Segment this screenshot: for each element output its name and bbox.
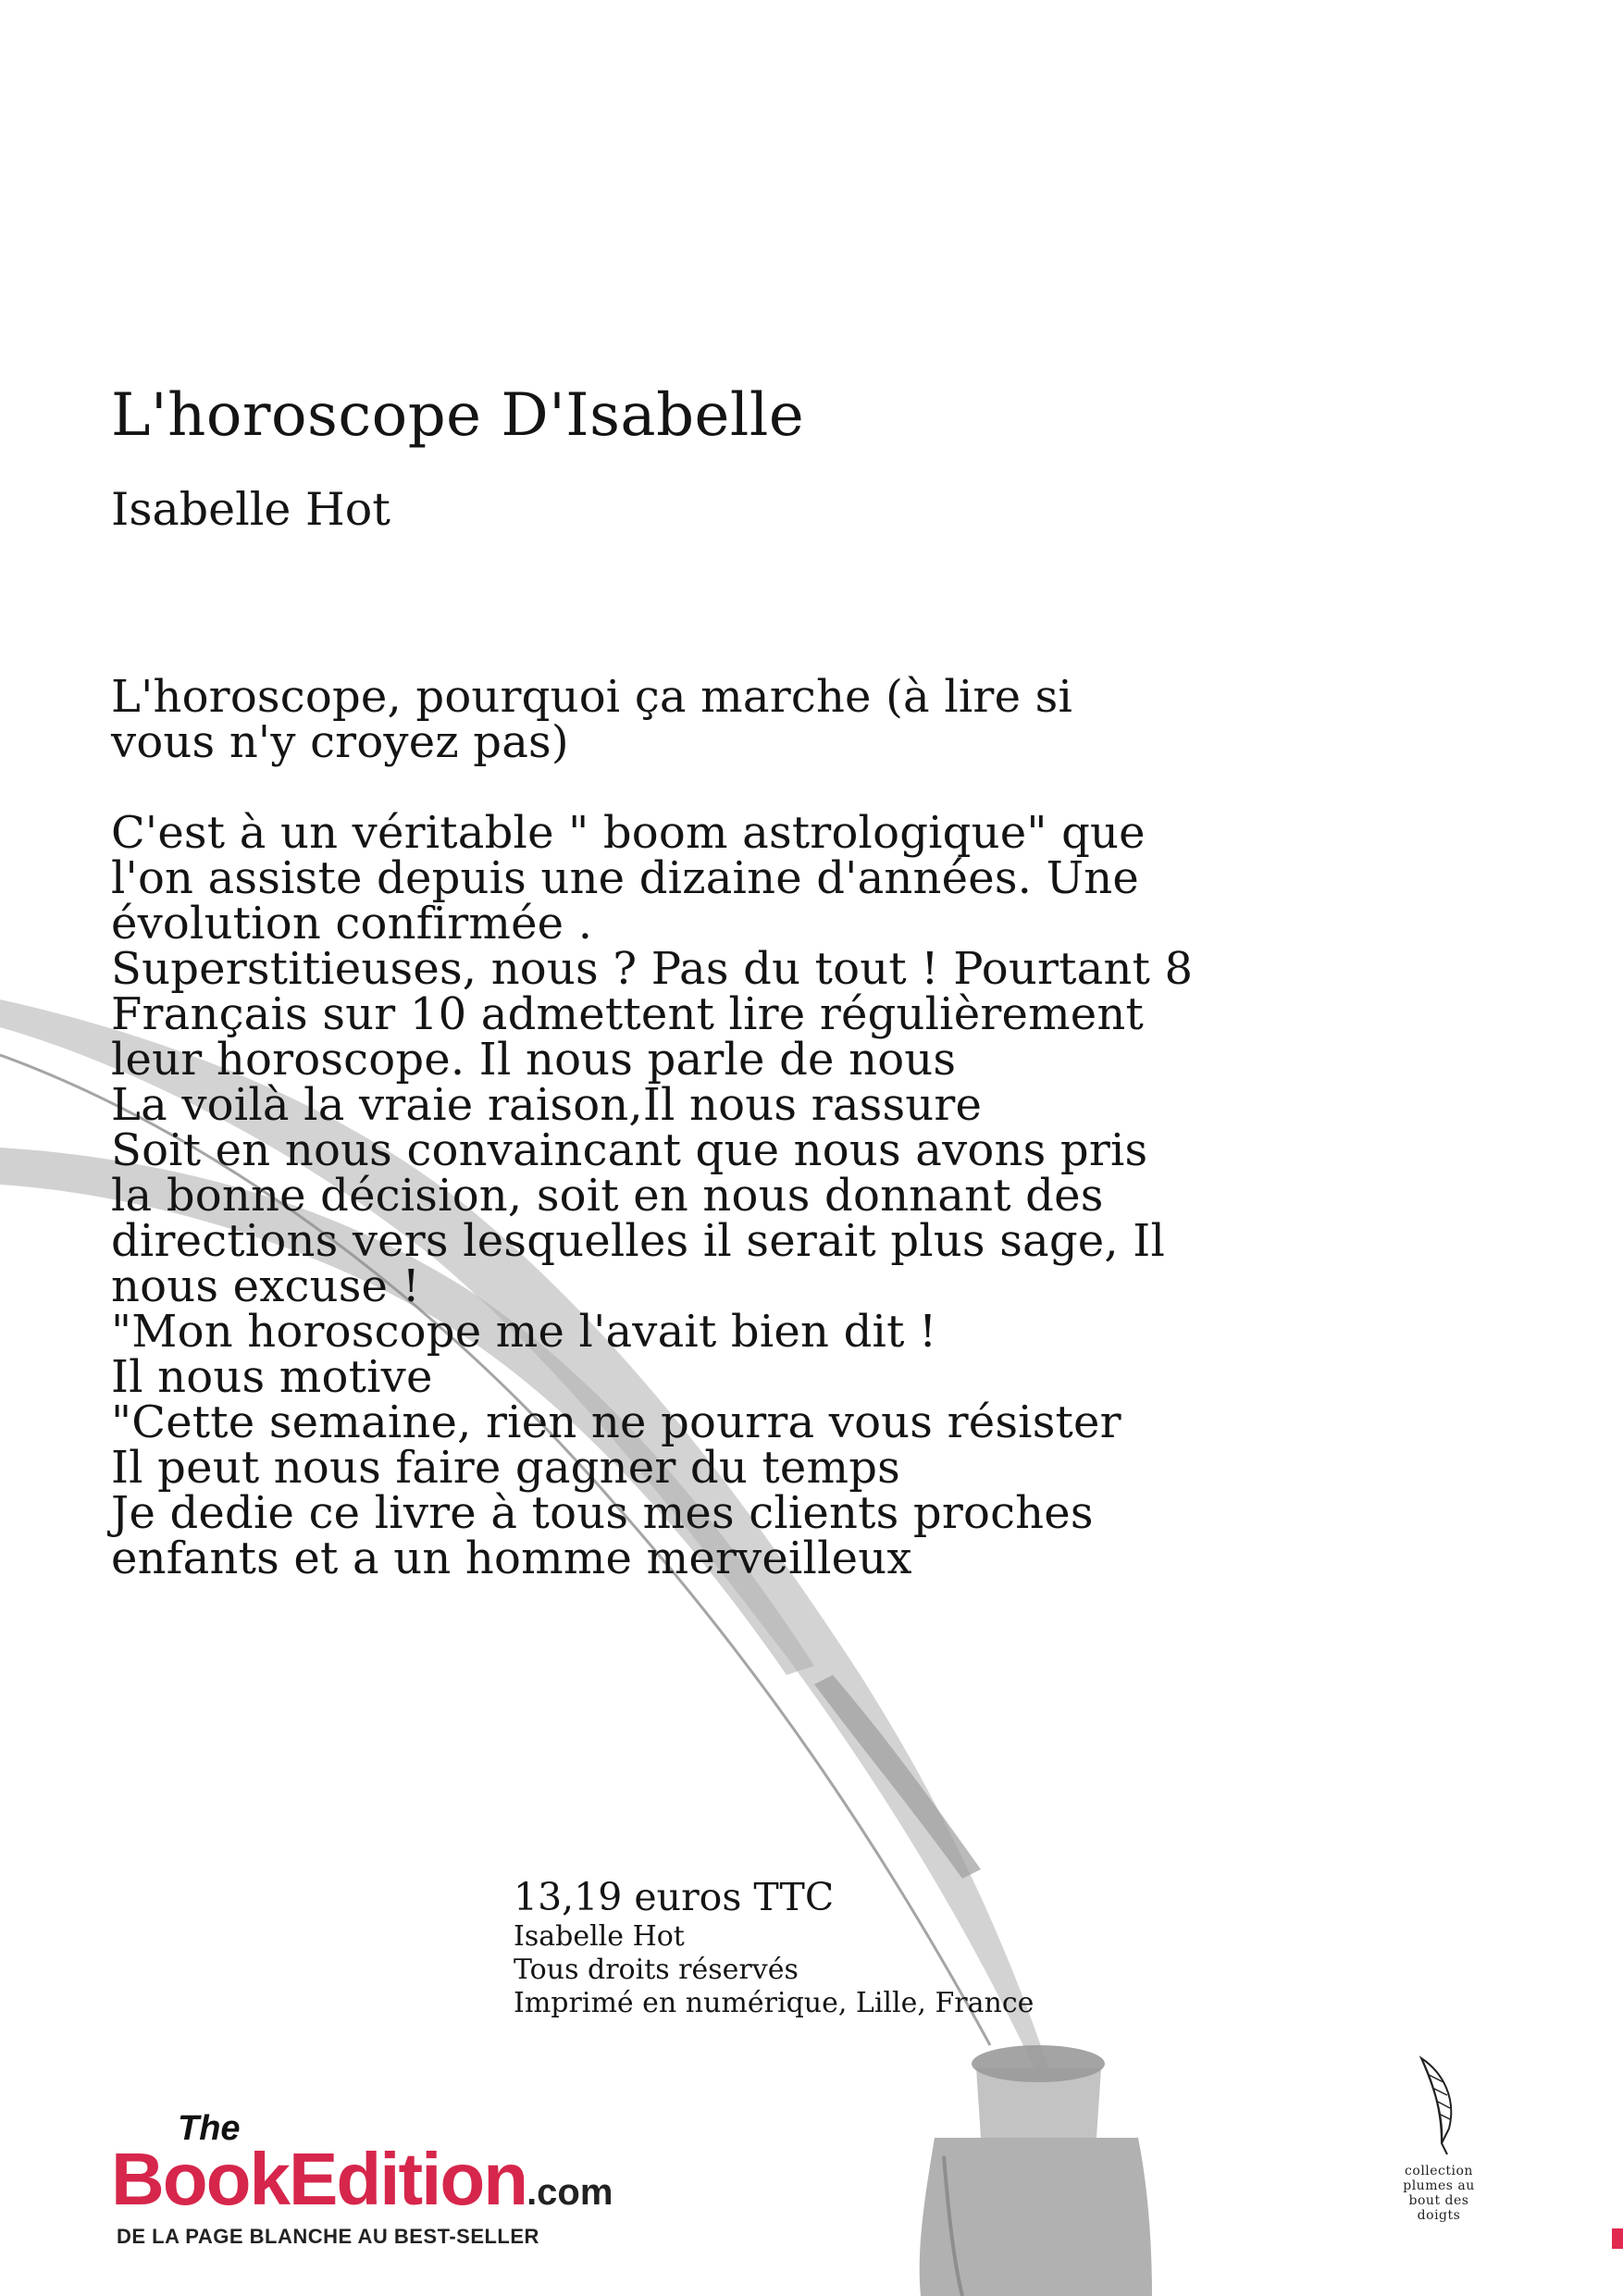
collection-line: bout des — [1408, 2193, 1469, 2208]
logo-the-text: The — [178, 2109, 241, 2148]
blurb-line: C'est à un véritable " boom astrologique" que — [111, 807, 1146, 859]
collection-line: doigts — [1417, 2208, 1461, 2223]
collection-mark — [1383, 2054, 1494, 2223]
blurb-line: enfants et a un homme merveilleux — [111, 1533, 912, 1584]
blurb — [111, 671, 1277, 1584]
logo-tagline: DE LA PAGE BLANCHE AU BEST-SELLER — [117, 2225, 539, 2248]
blurb-line: "Mon horoscope me l'avait bien dit ! — [111, 1306, 937, 1358]
blurb-heading-line: L'horoscope, pourquoi ça marche (à lire si — [111, 671, 1073, 723]
corner-mark — [1612, 2228, 1623, 2249]
blurb-line: nous excuse ! — [111, 1260, 421, 1312]
blurb-line: leur horoscope. Il nous parle de nous — [111, 1034, 957, 1086]
collection-line: collection — [1405, 2164, 1473, 2178]
blurb-line: Je dedie ce livre à tous mes clients proches — [111, 1487, 1094, 1539]
collection-line: plumes au — [1403, 2178, 1475, 2193]
blurb-line: l'on assiste depuis une dizaine d'années. Une — [111, 852, 1139, 904]
blurb-heading — [111, 671, 1277, 768]
book-author: Isabelle Hot — [111, 483, 390, 536]
price: 13,19 euros TTC — [514, 1875, 835, 1919]
blurb-heading-line: vous n'y croyez pas) — [111, 716, 569, 768]
blurb-line: Français sur 10 admettent lire régulièrement — [111, 988, 1145, 1040]
printing-notice: Imprimé en numérique, Lille, France — [514, 1987, 1035, 2019]
inkwell — [920, 2045, 1152, 2296]
rights-notice: Tous droits réservés — [514, 1954, 799, 1986]
blurb-line: Superstitieuses, nous ? Pas du tout ! Pourtant 8 — [111, 943, 1194, 995]
logo-domain-text: .com — [527, 2172, 613, 2213]
blurb-body — [111, 807, 1277, 1584]
blurb-line: la bonne décision, soit en nous donnant des — [111, 1170, 1104, 1222]
quill-icon — [1416, 2054, 1462, 2156]
blurb-line: Il nous motive — [111, 1351, 433, 1403]
colophon — [514, 1874, 1034, 2020]
blurb-line: "Cette semaine, rien ne pourra vous résister — [111, 1396, 1121, 1448]
blurb-line: Il peut nous faire gagner du temps — [111, 1442, 900, 1494]
logo-brand-text: BookEdition — [111, 2138, 527, 2220]
blurb-line: évolution confirmée . — [111, 898, 593, 949]
blurb-line: directions vers lesquelles il serait plus sage, Il — [111, 1215, 1166, 1267]
colophon-author: Isabelle Hot — [514, 1920, 685, 1953]
blurb-line: Soit en nous convaincant que nous avons pris — [111, 1124, 1148, 1176]
blurb-line: La voilà la vraie raison,Il nous rassure — [111, 1079, 983, 1131]
book-content — [111, 375, 1314, 1582]
publisher-logo — [111, 2110, 666, 2258]
book-title: L'horoscope D'Isabelle — [111, 381, 805, 450]
logo-wordmark — [111, 2138, 613, 2221]
